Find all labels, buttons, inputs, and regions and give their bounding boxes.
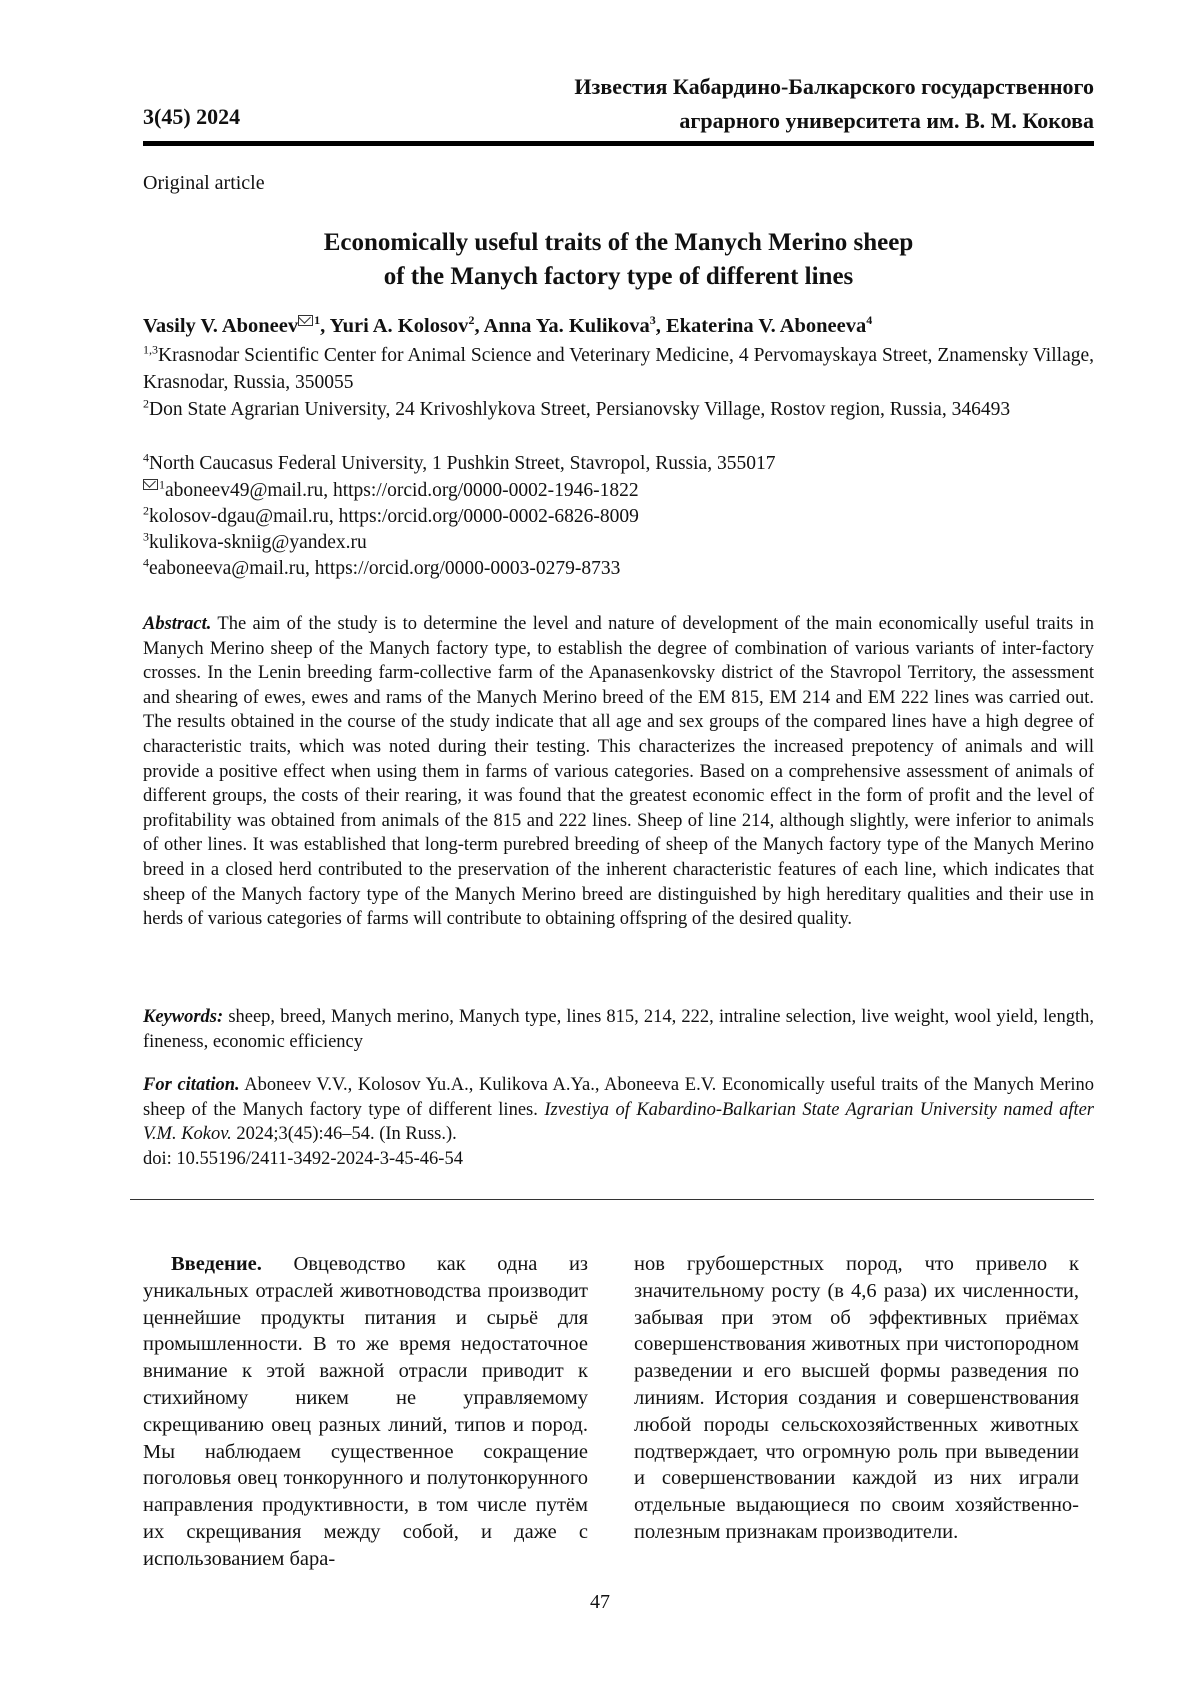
keywords-text: sheep, breed, Manych merino, Manych type, lines 815, 214, 222, intraline selection, live weight, wool yield, length, fineness, economic efficiency [143,1007,1094,1052]
email-sup: 2 [143,504,149,518]
envelope-icon [298,315,313,326]
author-name: Anna Ya. Kulikova [484,315,650,337]
body-column-right [634,1251,1079,1546]
author-list: Vasily V. Aboneev 1, Yuri A. Kolosov2, Anna Ya. Kulikova3, Ekaterina V. Aboneeva4 [143,315,1094,338]
article-title [143,226,1094,294]
affiliation-text: North Caucasus Federal University, 1 Pushkin Street, Stavropol, Russia, 355017 [149,453,775,474]
author-sup: 3 [650,313,656,327]
page-number: 47 [0,1591,1200,1614]
author-email [143,504,639,530]
title-line1: Economically useful traits of the Manych Merino sheep [143,226,1094,260]
title-line2: of the Manych factory type of different lines [143,260,1094,294]
author-name: Yuri A. Kolosov [330,315,469,337]
journal-name-line1: Известия Кабардино-Балкарского государственного [454,70,1094,104]
email-text[interactable]: kulikova-skniig@yandex.ru [149,532,367,553]
affiliation-sup: 1,3 [143,343,158,357]
email-text[interactable]: eaboneeva@mail.ru, https://orcid.org/0000-0003-0279-8733 [149,558,620,579]
affiliation-text: Don State Agrarian University, 24 Krivoshlykova Street, Persianovsky Village, Rostov region, Russia, 346493 [149,399,1010,420]
body-text-right: нов грубошерстных пород, что привело к значительному росту (в 4,6 раза) их численности, забывая при этом об эффективных приёмах совершенствования животных при чистопородном разведении и его высшей формы разведения по линиям. История создания и совершенствования любой породы сельскохозяйственных животных подтверждает, что огромную роль при выведении и совершенствовании каждой из них играли отдельные выдающиеся по своим хозяйственно-полезным признакам производители. [634,1253,1079,1543]
author-sup: 4 [866,313,872,327]
article-type: Original article [143,172,265,195]
journal-name-line2: аграрного университета им. В. М. Кокова [454,104,1094,138]
body-text-left: Овцеводство как одна из уникальных отраслей животноводства производит ценнейшие продукты питания и сырьё для промышленности. В то же время недостаточное внимание к этой важной отрасли приводит к стихийному никем не управляемому скрещиванию овец разных линий, типов и пород. Мы наблюдаем существенное сокращение поголовья овец тонкорунного и полутонкорунного направления продуктивности, в том числе путём их скрещивания между собой, и даже с использованием бара- [143,1253,588,1570]
citation-journal: Izvestiya of Kabardino-Balkarian State Agrarian University named after V.M. Kokov. [143,1100,1094,1145]
author-email [143,530,367,556]
affiliation [143,451,1094,478]
email-text[interactable]: kolosov-dgau@mail.ru, https:/orcid.org/0000-0002-6826-8009 [149,506,639,527]
author-name: Vasily V. Aboneev [143,315,298,337]
affiliation [143,343,1094,396]
intro-label: Введение. [171,1253,262,1275]
author-email [143,556,620,582]
citation-text: Aboneev V.V., Kolosov Yu.A., Kulikova A.Ya., Aboneeva E.V. Economically useful traits of the Manych Merino sheep of the Manych factory type of different lines. [143,1075,1094,1120]
header-rule [143,141,1094,146]
abstract-text: The aim of the study is to determine the level and nature of development of the main economically useful traits in Manych Merino sheep of the Manych factory type, to establish the degree of combination of various variants of inter-factory crosses. In the Lenin breeding farm-collective farm of the Apanasenkovsky district of the Stavropol Territory, the assessment and shearing of ewes, ewes and rams of the Manych Merino breed of the EM 815, EM 214 and EM 222 lines was carried out. The results obtained in the course of the study indicate that all age and sex groups of the compared lines have a high degree of characteristic traits, which was noted during their testing. This characterizes the increased prepotency of animals and will provide a positive effect when using them in farms of various categories. Based on a comprehensive assessment of animals of different groups, the costs of their rearing, it was found that the greatest economic effect in the form of profit and the level of profitability was obtained from animals of the 815 and 222 lines. Sheep of line 214, although slightly, were inferior to animals of other lines. It was established that long-term purebred breeding of sheep of the Manych factory type of the Manych Merino breed in a closed herd contributed to the preservation of the inherent characteristic features of each line, which indicates that sheep of the Manych factory type of the Manych Merino breed are distinguished by high hereditary qualities and their use in herds of various categories of farms will contribute to obtaining offspring of the desired quality. [143,614,1094,929]
affiliation-sup: 2 [143,397,149,411]
email-sup: 4 [143,556,149,570]
keywords [143,1005,1094,1054]
journal-name [454,70,1094,138]
email-text[interactable]: aboneev49@mail.ru, https://orcid.org/0000-0002-1946-1822 [165,480,639,501]
abstract-label: Abstract. [143,614,211,634]
affiliation-text: Krasnodar Scientific Center for Animal Science and Veterinary Medicine, 4 Pervomayskaya Street, Znamensky Village, Krasnodar, Russia, 350055 [143,345,1094,393]
author-name: Ekaterina V. Aboneeva [666,315,866,337]
citation-label: For citation. [143,1075,240,1095]
abstract [143,612,1094,932]
affiliation [143,397,1094,424]
section-divider [130,1199,1094,1200]
issue-number: 3(45) 2024 [143,104,240,130]
keywords-label: Keywords: [143,1007,223,1027]
email-sup: 1 [159,478,165,492]
citation-details: 2024;3(45):46–54. (In Russ.). [236,1124,456,1144]
citation [143,1073,1094,1171]
citation-doi[interactable]: doi: 10.55196/2411-3492-2024-3-45-46-54 [143,1147,1094,1172]
affiliation-sup: 4 [143,451,149,465]
author-sup: 1 [314,313,320,327]
envelope-icon [143,479,158,490]
email-sup: 3 [143,530,149,544]
body-column-left [143,1251,588,1573]
author-sup: 2 [468,313,474,327]
author-email [143,478,639,504]
